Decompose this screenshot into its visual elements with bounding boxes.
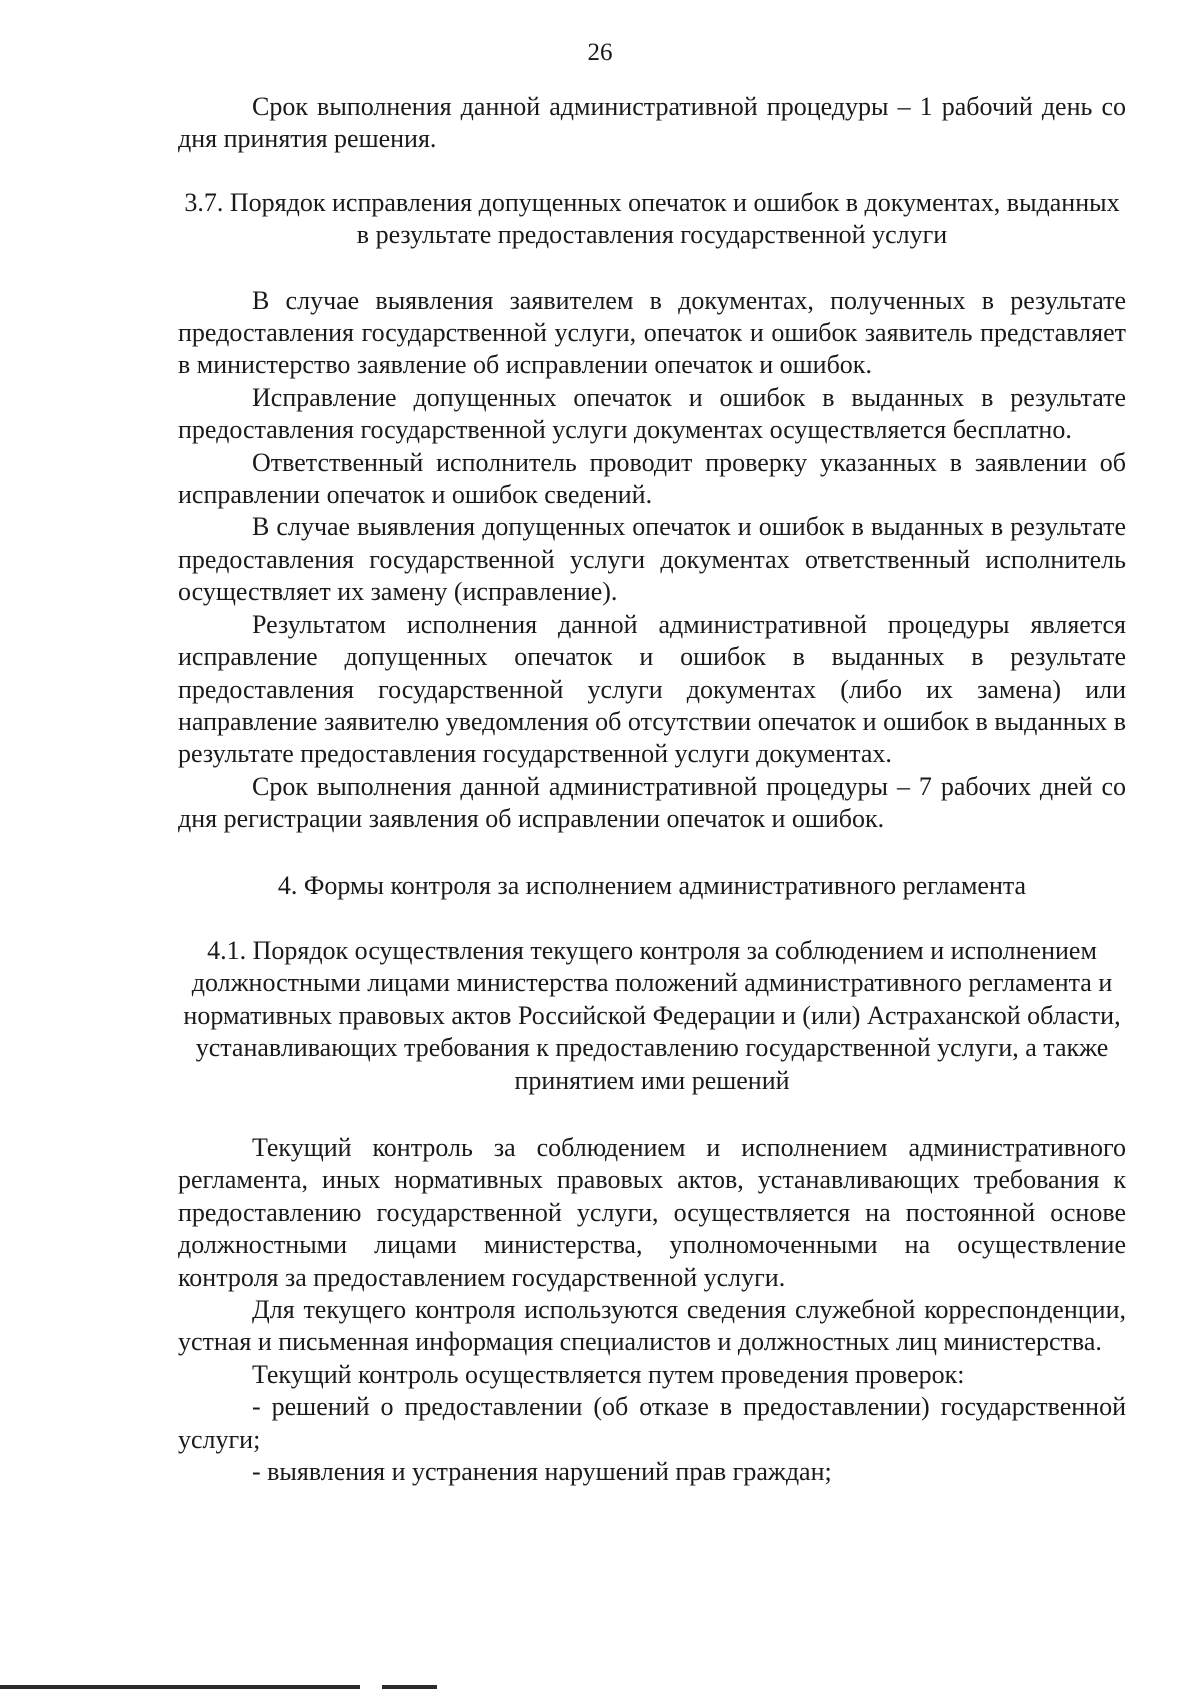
paragraph-current-control: Текущий контроль за соблюдением и исполнением административного регламента, иных нормативных правовых актов, устанавливающих требования к предоставлению государственной услуги, осуществляется на постоянной основе должностными лицами министерства, уполномоченными на осуществление контроля за предоставлением государственной услуги. <box>178 1132 1126 1292</box>
paragraph-control-sources: Для текущего контроля используются сведения служебной корреспонденции, устная и письменная информация специалистов и должностных лиц министерства. <box>178 1295 1126 1357</box>
list-item-decisions: - решений о предоставлении (об отказе в предоставлении) государственной услуги; <box>178 1392 1126 1454</box>
section-heading-3-7: 3.7. Порядок исправления допущенных опечаток и ошибок в документах, выданных в результате предоставления государственной услуги <box>184 187 1120 250</box>
section-heading-4: 4. Формы контроля за исполнением административного регламента <box>277 870 1027 900</box>
paragraph-error-detected: В случае выявления заявителем в документах, полученных в результате предоставления государственной услуги, опечаток и ошибок заявитель представляет в министерство заявление об исправлении опечаток и ошибок. <box>178 285 1126 380</box>
paragraph-executor-check: Ответственный исполнитель проводит проверку указанных в заявлении об исправлении опечаток и ошибок сведений. <box>178 447 1126 510</box>
paragraph-deadline-seven-days: Срок выполнения данной административной процедуры – 7 рабочих дней со дня регистрации заявления об исправлении опечаток и ошибок. <box>178 771 1126 834</box>
paragraph-replacement: В случае выявления допущенных опечаток и ошибок в выданных в результате предоставления государственной услуги документах ответственный исполнитель осуществляет их замену (исправление). <box>178 512 1126 607</box>
section-heading-4-1: 4.1. Порядок осуществления текущего контроля за соблюдением и исполнением должностными лицами министерства положений административного регламента и нормативных правовых актов Российской Федерации и (или) Астраханской области, устанавливающих требования к предоставлению государственной услуги, а также принятием ими решений <box>183 935 1121 1095</box>
page-number: 26 <box>587 39 613 66</box>
scan-edge-line <box>0 1685 360 1689</box>
paragraph-correction-free: Исправление допущенных опечаток и ошибок в выданных в результате предоставления государственной услуги документах осуществляется бесплатно. <box>178 382 1126 445</box>
paragraph-deadline-one-day: Срок выполнения данной административной процедуры – 1 рабочий день со дня принятия решения. <box>178 92 1126 154</box>
paragraph-procedure-result: Результатом исполнения данной административной процедуры является исправление допущенных опечаток и ошибок в выданных в результате предоставления государственной услуги документах (либо их замена) или направление заявителю уведомления об отсутствии опечаток и ошибок в выданных в результате предоставления государственной услуги документах. <box>178 609 1126 769</box>
document-body <box>178 91 1126 1488</box>
paragraph-control-checks: Текущий контроль осуществляется путем проведения проверок: <box>252 1359 965 1389</box>
scan-edge-line-segment <box>382 1685 437 1689</box>
list-item-violations: - выявления и устранения нарушений прав граждан; <box>252 1457 832 1487</box>
